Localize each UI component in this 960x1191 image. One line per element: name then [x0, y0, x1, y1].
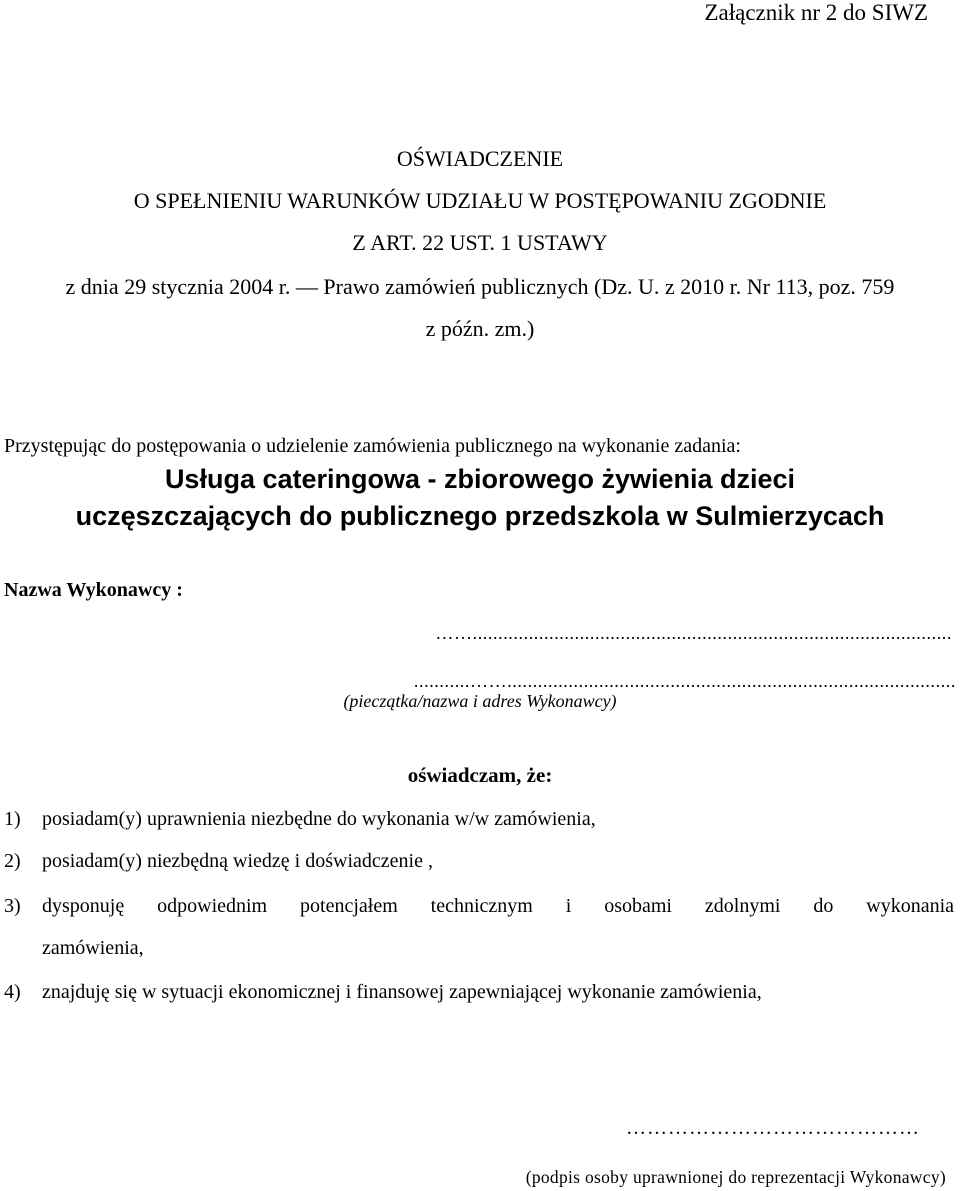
declaration-item-2	[4, 849, 433, 873]
stamp-caption: (pieczątka/nazwa i adres Wykonawcy)	[343, 691, 617, 711]
document-subtitle-line-3: z dnia 29 stycznia 2004 r. — Prawo zamówień publicznych (Dz. U. z 2010 r. Nr 113, poz. 759	[65, 274, 895, 299]
document-subtitle-line-1: O SPEŁNIENIU WARUNKÓW UDZIAŁU W POSTĘPOWANIU ZGODNIE	[133, 188, 827, 213]
document-subtitle-line-2: Z ART. 22 UST. 1 USTAWY	[352, 230, 608, 255]
declaration-heading: oświadczam, że:	[407, 763, 553, 787]
signature-caption: (podpis osoby uprawnionej do reprezentacji Wykonawcy)	[525, 1167, 946, 1187]
item-number: 3)	[4, 895, 21, 917]
contractor-fill-line-1: ……..............................................................................................	[435, 623, 952, 643]
signature-line: ……………………………………	[626, 1117, 920, 1139]
declaration-item-1	[4, 807, 596, 831]
contractor-name-label: Nazwa Wykonawcy :	[4, 579, 183, 601]
intro-text: Przystępując do postępowania o udzielenie zamówienia publicznego na wykonanie zadania:	[4, 435, 741, 457]
item-text: posiadam(y) uprawnienia niezbędne do wykonania w/w zamówienia,	[42, 808, 596, 830]
subject-line-2: uczęszczających do publicznego przedszkola w Sulmierzycach	[75, 501, 885, 531]
item-number: 2)	[4, 850, 21, 872]
declaration-item-4	[4, 980, 762, 1004]
annex-label: Załącznik nr 2 do SIWZ	[704, 0, 928, 25]
item-number: 4)	[4, 981, 21, 1003]
contractor-fill-line-2: ...........……........................................................................................	[413, 671, 956, 691]
declaration-item-3	[4, 894, 956, 918]
subject-line-1: Usługa cateringowa - zbiorowego żywienia dzieci	[164, 464, 796, 494]
document-subtitle-line-4: z późn. zm.)	[425, 316, 535, 341]
item-number: 1)	[4, 808, 21, 830]
document-title: OŚWIADCZENIE	[396, 146, 564, 171]
item-text: posiadam(y) niezbędną wiedzę i doświadczenie ,	[42, 850, 433, 872]
item-text: dysponuję odpowiednim potencjałem technicznym i osobami zdolnymi do wykonania	[42, 895, 954, 917]
item-text: znajduję się w sytuacji ekonomicznej i finansowej zapewniającej wykonanie zamówienia,	[42, 981, 762, 1003]
declaration-item-3-continuation: zamówienia,	[42, 937, 144, 959]
